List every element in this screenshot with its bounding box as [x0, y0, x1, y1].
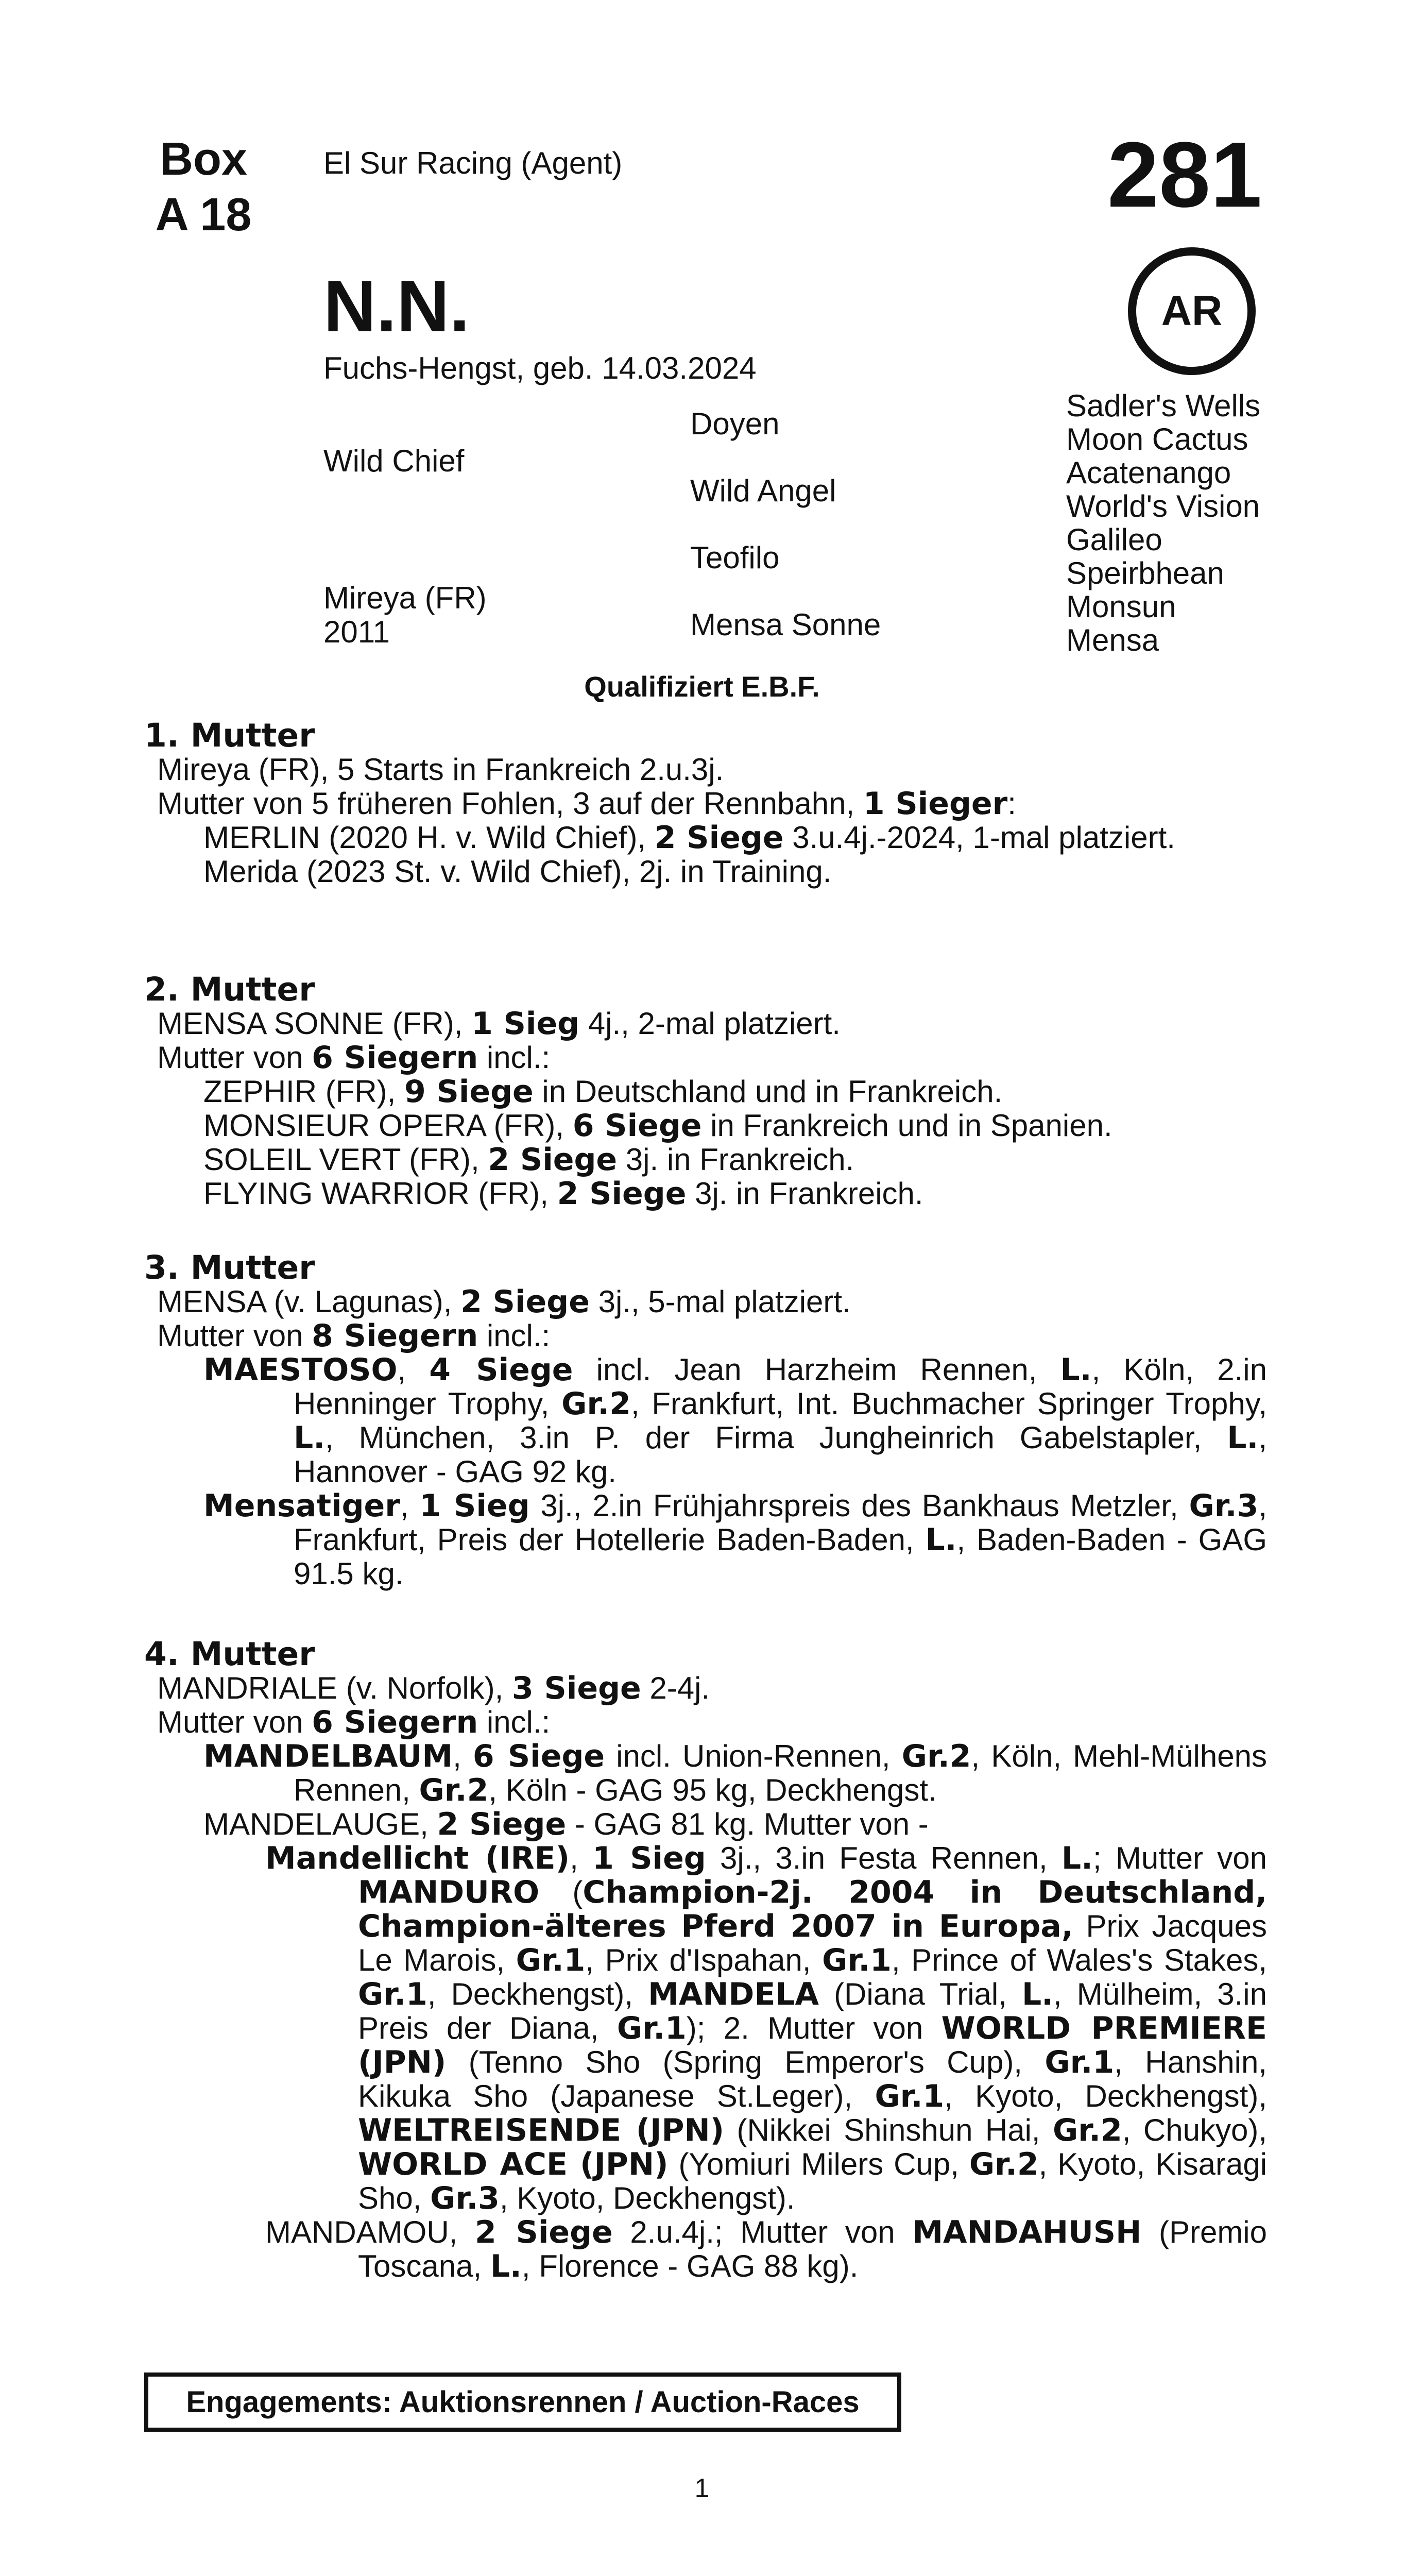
section-heading: 3. Mutter	[144, 1249, 315, 1286]
section-second-dam	[144, 973, 1267, 1211]
dam-record: MENSA (v. Lagunas), 2 Siege 3j., 5-mal platziert.	[157, 1284, 851, 1320]
qualification: Qualifiziert E.B.F.	[584, 670, 820, 703]
offspring-entry: MERLIN (2020 H. v. Wild Chief), 2 Siege 3.u.4j.-2024, 1-mal platziert.	[203, 820, 1175, 856]
pedigree-dam-dam: Mensa Sonne	[690, 607, 881, 642]
pedigree-sire: Wild Chief	[323, 444, 465, 478]
box-number: A 18	[155, 189, 252, 241]
dam-record: Mireya (FR), 5 Starts in Frankreich 2.u.3j.	[157, 752, 724, 787]
horse-description: Fuchs-Hengst, geb. 14.03.2024	[323, 351, 757, 385]
ar-badge-text: AR	[1161, 287, 1223, 334]
offspring-entry: Merida (2023 St. v. Wild Chief), 2j. in Training.	[203, 854, 832, 889]
offspring-entry: Mandellicht (IRE), 1 Sieg 3j., 3.in Festa Rennen, L.; Mutter von MANDURO (Champion-2j. 2004 in Deutschland, Champion-älteres Pferd 2007 in Europa, Prix Jacques Le Marois, Gr.1, Prix d'Ispahan, Gr.1, Prince of Wales's Stakes, Gr.1, Deckhengst), MANDELA (Diana Trial, L., Mülheim, 3.in Preis der Diana, Gr.1); 2. Mutter von WORLD PREMIERE (JPN) (Tenno Sho (Spring Emperor's Cup), Gr.1, Hanshin, Kikuka Sho (Japanese St.Leger), Gr.1, Kyoto, Deckhengst), WELTREISENDE (JPN) (Nikkei Shinshun Hai, Gr.2, Chukyo), WORLD ACE (JPN) (Yomiuri Milers Cup, Gr.2, Kyoto, Kisaragi Sho, Gr.3, Kyoto, Deckhengst).	[265, 1840, 1268, 2216]
offspring-entry: MANDAMOU, 2 Siege 2.u.4j.; Mutter von MANDAHUSH (Premio Toscana, L., Florence - GAG 88 kg).	[265, 2214, 1267, 2284]
section-first-dam	[144, 719, 1267, 889]
pedigree-g3-entry: Galileo	[1066, 522, 1162, 557]
section-heading: 2. Mutter	[144, 971, 315, 1008]
offspring-entry: MANDELAUGE, 2 Siege - GAG 81 kg. Mutter von -	[203, 1806, 929, 1842]
offspring-entry: MAESTOSO, 4 Siege incl. Jean Harzheim Rennen, L., Köln, 2.in Henninger Trophy, Gr.2, Frankfurt, Int. Buchmacher Springer Trophy, L., München, 3.in P. der Firma Jungheinrich Gabelstapler, L., Hannover - GAG 92 kg.	[203, 1352, 1267, 1489]
dam-offspring-summary: Mutter von 5 früheren Fohlen, 3 auf der Rennbahn, 1 Sieger:	[157, 786, 1016, 822]
ar-badge	[1128, 247, 1256, 375]
pedigree-dam-sire: Teofilo	[690, 540, 780, 575]
section-heading: 4. Mutter	[144, 1635, 315, 1673]
dam-record: MENSA SONNE (FR), 1 Sieg 4j., 2-mal platziert.	[157, 1006, 841, 1042]
dam-offspring-summary: Mutter von 6 Siegern incl.:	[157, 1040, 551, 1076]
offspring-entry: Mensatiger, 1 Sieg 3j., 2.in Frühjahrspreis des Bankhaus Metzler, Gr.3, Frankfurt, Preis der Hotellerie Baden-Baden, L., Baden-Baden - GAG 91.5 kg.	[203, 1488, 1267, 1591]
pedigree-g3-entry: Mensa	[1066, 623, 1159, 657]
dam-offspring-summary: Mutter von 8 Siegern incl.:	[157, 1318, 551, 1354]
section-heading: 1. Mutter	[144, 717, 315, 754]
section-fourth-dam	[144, 1637, 1267, 2283]
pedigree-sire-sire: Doyen	[690, 406, 780, 441]
dam-record: MANDRIALE (v. Norfolk), 3 Siege 2-4j.	[157, 1670, 710, 1706]
offspring-entry: ZEPHIR (FR), 9 Siege in Deutschland und in Frankreich.	[203, 1074, 1003, 1110]
pedigree-g3-entry: Speirbhean	[1066, 556, 1224, 590]
offspring-entry: SOLEIL VERT (FR), 2 Siege 3j. in Frankreich.	[203, 1142, 854, 1178]
pedigree-g3-entry: World's Vision	[1066, 489, 1260, 523]
box-label	[144, 131, 263, 243]
lot-number: 281	[1107, 123, 1262, 227]
page-number: 1	[694, 2473, 710, 2503]
offspring-entry: FLYING WARRIOR (FR), 2 Siege 3j. in Frankreich.	[203, 1176, 923, 1212]
box-title: Box	[159, 133, 248, 185]
pedigree-third-generation	[1066, 389, 1260, 657]
pedigree-g3-entry: Monsun	[1066, 589, 1176, 624]
dam-offspring-summary: Mutter von 6 Siegern incl.:	[157, 1704, 551, 1740]
agent-name: El Sur Racing (Agent)	[323, 146, 623, 180]
pedigree-g3-entry: Moon Cactus	[1066, 422, 1248, 456]
pedigree-dam-year: 2011	[323, 615, 390, 649]
pedigree-dam: Mireya (FR)	[323, 581, 487, 615]
offspring-entry: MONSIEUR OPERA (FR), 6 Siege in Frankreich und in Spanien.	[203, 1108, 1112, 1144]
pedigree-g3-entry: Sadler's Wells	[1066, 388, 1261, 423]
offspring-entry: MANDELBAUM, 6 Siege incl. Union-Rennen, Gr.2, Köln, Mehl-Mülhens Rennen, Gr.2, Köln - GAG 95 kg, Deckhengst.	[203, 1738, 1267, 1808]
engagements-text: Engagements: Auktionsrennen / Auction-Races	[186, 2385, 860, 2419]
pedigree-g3-entry: Acatenango	[1066, 455, 1231, 490]
pedigree-sire-dam: Wild Angel	[690, 473, 836, 508]
horse-name: N.N.	[323, 265, 470, 347]
section-third-dam	[144, 1251, 1267, 1591]
engagements-box	[144, 2372, 901, 2432]
